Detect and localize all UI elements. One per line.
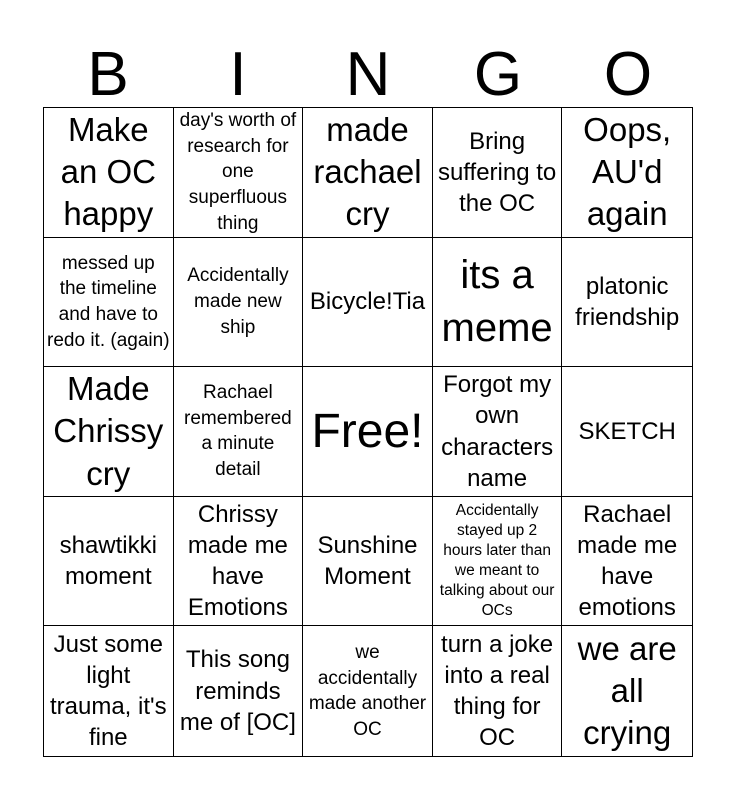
cell-text: This song reminds me of [OC] bbox=[179, 646, 296, 736]
cell-text: Rachael remembered a minute detail bbox=[184, 382, 292, 481]
bingo-cell[interactable] bbox=[44, 238, 174, 368]
bingo-cell[interactable] bbox=[562, 626, 692, 756]
cell-text: we are all crying bbox=[577, 629, 677, 752]
bingo-cell[interactable] bbox=[433, 367, 563, 497]
cell-text: Just some light trauma, it's fine bbox=[49, 630, 167, 752]
cell-text: Rachael made me have emotions bbox=[577, 500, 678, 622]
cell-text: its a meme bbox=[441, 253, 553, 350]
cell-text: Made Chrissy cry bbox=[53, 370, 164, 492]
header-letter-g: G bbox=[473, 40, 523, 109]
cell-text: Forgot my own characters name bbox=[441, 371, 554, 492]
cell-text: Chrissy made me have Emotions bbox=[187, 500, 288, 622]
bingo-header bbox=[43, 40, 693, 108]
cell-text: Sunshine Moment bbox=[317, 531, 418, 591]
bingo-cell[interactable] bbox=[433, 497, 563, 627]
cell-text: Accidentally stayed up 2 hours later than we meant to talking about our OCs bbox=[439, 501, 555, 620]
cell-text: Oops, AU'd again bbox=[583, 110, 672, 233]
cell-text: day's worth of research for one superfluous thing bbox=[179, 110, 297, 234]
cell-text: we accidentally made another OC bbox=[308, 641, 427, 740]
cell-text: Make an OC happy bbox=[60, 110, 156, 233]
cell-text: SKETCH bbox=[578, 417, 676, 445]
bingo-board bbox=[43, 107, 693, 757]
free-space-cell[interactable] bbox=[303, 367, 433, 497]
bingo-cell[interactable] bbox=[562, 367, 692, 497]
bingo-cell[interactable] bbox=[303, 626, 433, 756]
bingo-cell[interactable] bbox=[303, 108, 433, 238]
cell-text: shawtikki moment bbox=[59, 531, 157, 591]
free-space-text: Free! bbox=[311, 404, 424, 458]
header-letter-i: I bbox=[229, 40, 247, 109]
bingo-cell[interactable] bbox=[303, 238, 433, 368]
bingo-cell[interactable] bbox=[433, 108, 563, 238]
bingo-cell[interactable] bbox=[303, 497, 433, 627]
cell-text: turn a joke into a real thing for OC bbox=[441, 630, 554, 752]
bingo-cell[interactable] bbox=[174, 497, 304, 627]
cell-text: platonic friendship bbox=[575, 272, 680, 331]
bingo-cell[interactable] bbox=[174, 238, 304, 368]
bingo-cell[interactable] bbox=[44, 108, 174, 238]
bingo-cell[interactable] bbox=[174, 367, 304, 497]
bingo-cell[interactable] bbox=[562, 497, 692, 627]
bingo-cell[interactable] bbox=[562, 108, 692, 238]
cell-text: Bring suffering to the OC bbox=[437, 127, 557, 217]
header-letter-o: O bbox=[603, 40, 653, 109]
cell-text: Bicycle!Tia bbox=[309, 288, 426, 316]
bingo-cell[interactable] bbox=[433, 238, 563, 368]
bingo-cell[interactable] bbox=[44, 367, 174, 497]
bingo-cell[interactable] bbox=[562, 238, 692, 368]
bingo-cell[interactable] bbox=[44, 626, 174, 756]
cell-text: made rachael cry bbox=[313, 110, 422, 233]
bingo-cell[interactable] bbox=[174, 626, 304, 756]
cell-text: Accidentally made new ship bbox=[187, 265, 289, 338]
bingo-cell[interactable] bbox=[174, 108, 304, 238]
cell-text: messed up the timeline and have to redo it. (again) bbox=[47, 252, 170, 351]
bingo-cell[interactable] bbox=[44, 497, 174, 627]
bingo-cell[interactable] bbox=[433, 626, 563, 756]
header-letter-b: B bbox=[87, 40, 129, 109]
header-letter-n: N bbox=[345, 40, 391, 109]
